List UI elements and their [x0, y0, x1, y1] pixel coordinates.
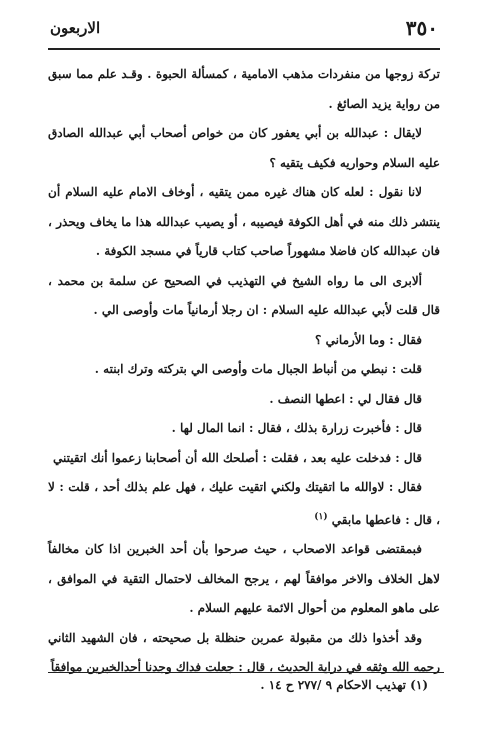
- paragraph: [48, 473, 440, 535]
- body-text: [48, 60, 440, 683]
- paragraph: [48, 444, 440, 474]
- paragraph: [48, 119, 440, 178]
- paragraph-text: ألابرى الى ما رواه الشيخ في التهذيب في الصحيح عن سلمة بن محمد ، قال قلت لأبي عبدالله عليه السلام : ان رجلا أرمانياً مات وأوصى الي .: [48, 273, 440, 317]
- page-header: [50, 14, 438, 42]
- paragraph-text: قال فقال لي : اعطها النصف .: [269, 391, 422, 406]
- paragraph: [48, 414, 440, 444]
- paragraph-text: فقال : وما الأرماني ؟: [315, 332, 422, 347]
- paragraph-text: قال : فأخبرت زرارة بذلك ، فقال : انما المال لها .: [171, 421, 422, 435]
- paragraph-text: وقد أخذوا ذلك من مقبولة عمربن حنظلة بل صحيحته ، فان الشهيد الثاني رحمه الله وثقه في دراية الحديث ، قال : جعلت فداك وجدنا أحدالخبرين موافقاً: [48, 630, 440, 674]
- paragraph: [48, 385, 440, 415]
- paragraph: [48, 267, 440, 326]
- paragraph: [48, 178, 440, 267]
- paragraph-text: لايقال : عبدالله بن أبي يعفور كان من خواص أصحاب أبي عبدالله الصادق عليه السلام وحواريه فكيف يتقيه ؟: [48, 126, 440, 170]
- paragraph-text: فقال : لاوالله ما اتقيتك ولكني اتقيت عليك ، فهل علم بذلك أحد ، قلت : لا ، قال : فاعطها مابقي: [48, 480, 440, 527]
- paragraph-text: لانا نقول : لعله كان هناك غيره ممن يتقيه ، أوخاف الامام عليه السلام أن ينتشر ذلك منه في أهل الكوفة فيصيبه ، أو يصيب عبدالله هذا ما يخاف ويحذر ، فان عبدالله كان فاضلا مشهوراً صاحب كتاب قارياً في مسجد الكوفة .: [48, 185, 440, 258]
- paragraph: [48, 355, 440, 385]
- page-number: ٣٥٠: [405, 16, 438, 40]
- paragraph: [48, 624, 440, 683]
- paragraph-text: قلت : نبطي من أنباط الجبال مات وأوصى الي بتركته وترك ابنته .: [94, 362, 422, 376]
- footnote-rule: [48, 672, 444, 673]
- header-rule: [48, 48, 440, 50]
- paragraph-text: فبمقتضى قواعد الاصحاب ، حيث صرحوا بأن أحد الخبرين اذا كان مخالفاً لاهل الخلاف والاخر موافقاً لهم ، يرجح المخالف لاحتمال التقية في الموافق ، على ماهو المعلوم من أحوال الائمة عليهم السلام .: [48, 542, 440, 615]
- running-title: الاربعون: [50, 19, 101, 37]
- footnote: (١) تهذيب الاحكام ٩ /٢٧٧ ح ١٤ .: [260, 678, 428, 692]
- paragraph-text: قال : فدخلت عليه بعد ، فقلت : أصلحك الله أن أصحابنا زعموا أنك اتقيتني: [53, 450, 422, 465]
- paragraph: [48, 60, 440, 119]
- paragraph: [48, 326, 440, 356]
- footnote-reference: (١): [314, 511, 328, 522]
- paragraph-text: تركة زوجها من منفردات مذهب الامامية ، كمسألة الحبوة . وقـد علم مما سبق من رواية يزيد الصائغ .: [48, 67, 440, 111]
- paragraph: [48, 535, 440, 624]
